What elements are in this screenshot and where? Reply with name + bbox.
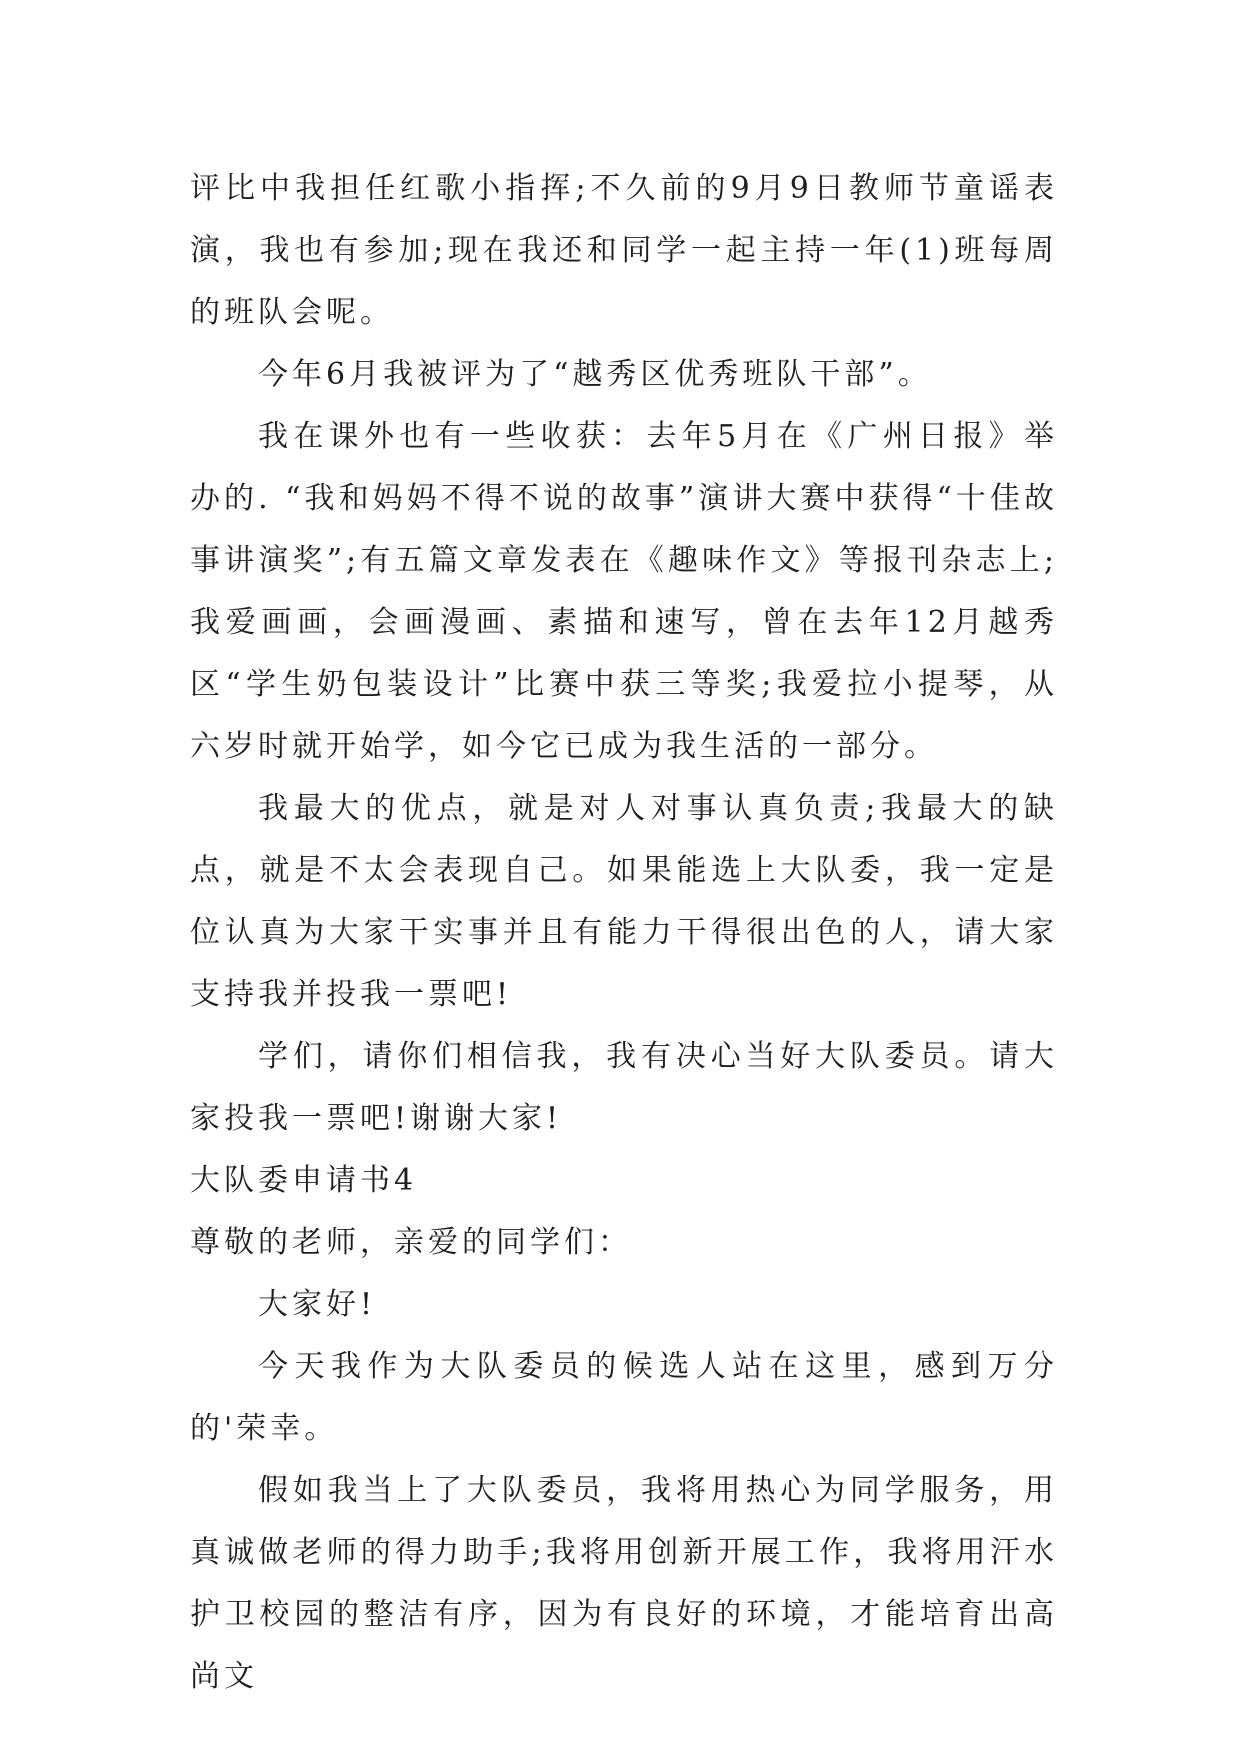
document-body <box>190 158 1058 1708</box>
section-heading: 大队委申请书4 <box>190 1163 418 1198</box>
paragraph: 评比中我担任红歌小指挥;不久前的9月9日教师节童谣表演，我也有参加;现在我还和同学一起主持一年(1)班每周的班队会呢。 <box>190 171 1058 330</box>
paragraph: 我最大的优点，就是对人对事认真负责;我最大的缺点，就是不太会表现自己。如果能选上大队委，我一定是位认真为大家干实事并且有能力干得很出色的人，请大家支持我并投我一票吧! <box>190 791 1058 1012</box>
paragraph: 学们，请你们相信我，我有决心当好大队委员。请大家投我一票吧!谢谢大家! <box>190 1039 1058 1136</box>
paragraph: 今天我作为大队委员的候选人站在这里，感到万分的'荣幸。 <box>190 1349 1058 1446</box>
salutation: 尊敬的老师，亲爱的同学们： <box>190 1225 632 1260</box>
paragraph: 假如我当上了大队委员，我将用热心为同学服务，用真诚做老师的得力助手;我将用创新开展工作，我将用汗水护卫校园的整洁有序，因为有良好的环境，才能培育出高尚文 <box>190 1473 1058 1694</box>
paragraph: 今年6月我被评为了“越秀区优秀班队干部”。 <box>258 357 932 392</box>
greeting: 大家好! <box>258 1287 377 1322</box>
paragraph: 我在课外也有一些收获：去年5月在《广州日报》举办的. “我和妈妈不得不说的故事”演讲大赛中获得“十佳故事讲演奖”;有五篇文章发表在《趣味作文》等报刊杂志上;我爱画画，会画漫画、素描和速写，曾在去年12月越秀区“学生奶包装设计”比赛中获三等奖;我爱拉小提琴，从六岁时就开始学，如今它已成为我生活的一部分。 <box>190 419 1058 764</box>
